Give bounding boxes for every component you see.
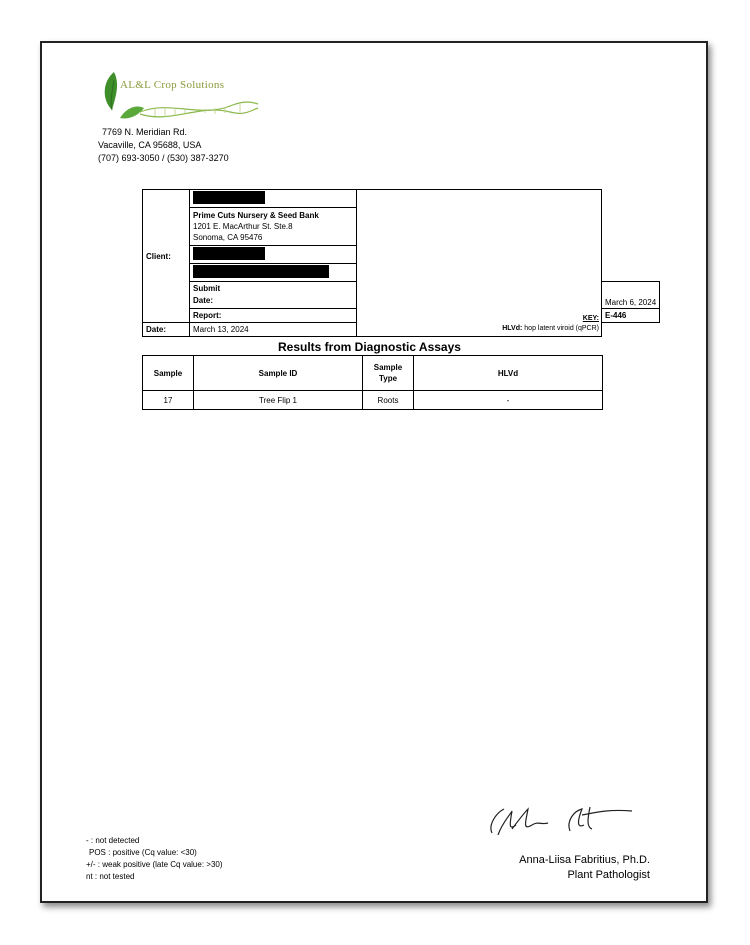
key-cell	[357, 190, 602, 337]
submit-date-label	[190, 282, 357, 309]
key-hlvd-desc: hop latent viroid (qPCR)	[522, 325, 599, 332]
client-address-cell	[190, 208, 357, 246]
signer-block	[519, 853, 650, 883]
legend-item: +/- : weak positive (late Cq value: >30)	[86, 860, 223, 869]
key-legend	[502, 314, 599, 334]
results-table	[142, 355, 603, 410]
company-name: AL&L Crop Solutions	[120, 79, 225, 91]
submit-label-2: Date:	[193, 296, 214, 305]
header-sample-type-2: Type	[378, 374, 398, 383]
company-logo	[100, 66, 260, 128]
phone-numbers: (707) 693-3050 / (530) 387-3270	[98, 153, 229, 163]
result-legend	[86, 835, 223, 883]
signer-title: Plant Pathologist	[567, 869, 650, 881]
redacted-field	[190, 264, 357, 282]
address-line-2: Vacaville, CA 95688, USA	[98, 140, 202, 150]
cell-sample: 17	[143, 391, 194, 410]
redacted-field	[190, 190, 357, 208]
cell-sample-type: Roots	[363, 391, 414, 410]
legend-item: POS : positive (Cq value: <30)	[89, 848, 197, 857]
submit-date-value: March 6, 2024	[602, 282, 660, 309]
report-label: Report:	[190, 309, 357, 323]
address-line-1: 7769 N. Meridian Rd.	[102, 127, 188, 137]
signer-name: Anna-Liisa Fabritius, Ph.D.	[519, 854, 650, 866]
cell-hlvd: -	[414, 391, 603, 410]
header-hlvd: HLVd	[414, 356, 603, 391]
header-sample-type-1: Sample	[373, 363, 403, 372]
client-street: 1201 E. MacArthur St. Ste.8	[193, 222, 293, 231]
client-label: Client:	[143, 190, 190, 323]
redacted-field	[190, 246, 357, 264]
client-city: Sonoma, CA 95476	[193, 233, 263, 242]
client-info-table	[142, 189, 660, 337]
client-name: Prime Cuts Nursery & Seed Bank	[193, 211, 319, 220]
header-sample-type	[363, 356, 414, 391]
legend-item: nt : not tested	[86, 872, 135, 881]
table-row	[143, 391, 603, 410]
key-hlvd	[502, 324, 599, 334]
signature	[482, 795, 642, 847]
report-value: E-446	[602, 309, 660, 323]
legend-item: - : not detected	[86, 836, 140, 845]
cell-sample-id: Tree Flip 1	[194, 391, 363, 410]
key-label: KEY:	[582, 315, 599, 322]
header-sample-id: Sample ID	[194, 356, 363, 391]
results-title: Results from Diagnostic Assays	[278, 340, 461, 354]
submit-label-1: Submit	[193, 284, 221, 293]
key-hlvd-term: HLVd:	[502, 325, 523, 332]
date-value: March 13, 2024	[190, 323, 357, 337]
header-sample: Sample	[143, 356, 194, 391]
date-label: Date:	[143, 323, 190, 337]
report-page	[40, 41, 708, 903]
